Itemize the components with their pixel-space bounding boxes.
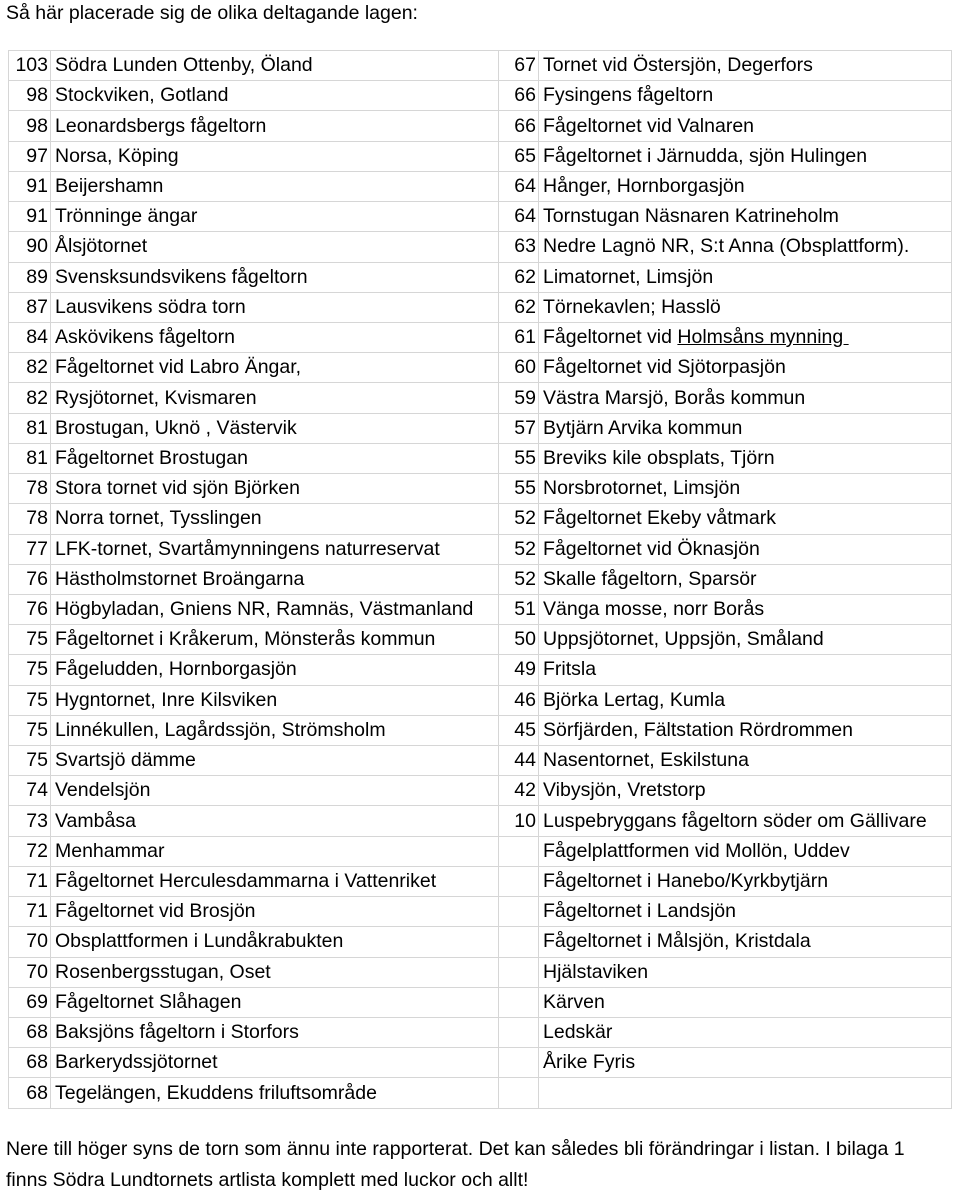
page-heading: Så här placerade sig de olika deltagande lagen: <box>6 2 418 24</box>
right-site-name: Luspebryggans fågeltorn söder om Gällivare <box>539 806 952 836</box>
right-score <box>499 1078 539 1108</box>
table-row <box>9 353 952 383</box>
right-site-name: Tornstugan Näsnaren Katrineholm <box>539 202 952 232</box>
left-site-name: Linnékullen, Lagårdssjön, Strömsholm <box>51 715 499 745</box>
table-row <box>9 111 952 141</box>
left-score: 75 <box>9 625 51 655</box>
table-row <box>9 836 952 866</box>
left-site-name: Leonardsbergs fågeltorn <box>51 111 499 141</box>
table-row <box>9 232 952 262</box>
right-site-name: Ledskär <box>539 1018 952 1048</box>
left-site-name: Askövikens fågeltorn <box>51 322 499 352</box>
right-site-name: Hjälstaviken <box>539 957 952 987</box>
left-score: 103 <box>9 51 51 81</box>
right-score: 67 <box>499 51 539 81</box>
table-row <box>9 413 952 443</box>
right-site-name: Kärven <box>539 987 952 1017</box>
table-row <box>9 383 952 413</box>
left-score: 73 <box>9 806 51 836</box>
right-score: 60 <box>499 353 539 383</box>
left-score: 98 <box>9 111 51 141</box>
right-site-name <box>539 1078 952 1108</box>
left-site-name: Rysjötornet, Kvismaren <box>51 383 499 413</box>
right-site-name: Årike Fyris <box>539 1048 952 1078</box>
left-site-name: Svartsjö dämme <box>51 746 499 776</box>
right-site-name: Limatornet, Limsjön <box>539 262 952 292</box>
right-score: 66 <box>499 81 539 111</box>
left-site-name: Rosenbergsstugan, Oset <box>51 957 499 987</box>
right-score <box>499 987 539 1017</box>
right-score <box>499 897 539 927</box>
right-site-name: Bytjärn Arvika kommun <box>539 413 952 443</box>
left-site-name: Hästholmstornet Broängarna <box>51 564 499 594</box>
left-score: 82 <box>9 383 51 413</box>
right-site-name: Fågeltornet vid Sjötorpasjön <box>539 353 952 383</box>
right-site-name: Fågeltornet i Målsjön, Kristdala <box>539 927 952 957</box>
right-score: 62 <box>499 292 539 322</box>
left-score: 75 <box>9 715 51 745</box>
left-site-name: Svensksundsvikens fågeltorn <box>51 262 499 292</box>
right-site-name: Breviks kile obsplats, Tjörn <box>539 443 952 473</box>
left-score: 75 <box>9 655 51 685</box>
table-row <box>9 141 952 171</box>
left-site-name: Norsa, Köping <box>51 141 499 171</box>
right-score: 65 <box>499 141 539 171</box>
right-score <box>499 1048 539 1078</box>
right-site-name: Fågeltornet i Hanebo/Kyrkbytjärn <box>539 866 952 896</box>
table-row <box>9 534 952 564</box>
left-site-name: Tegelängen, Ekuddens friluftsområde <box>51 1078 499 1108</box>
left-site-name: Brostugan, Uknö , Västervik <box>51 413 499 443</box>
left-score: 91 <box>9 202 51 232</box>
right-site-name: Fågeltornet Ekeby våtmark <box>539 504 952 534</box>
left-site-name: Vendelsjön <box>51 776 499 806</box>
right-score: 55 <box>499 474 539 504</box>
left-score: 69 <box>9 987 51 1017</box>
table-row <box>9 715 952 745</box>
right-score: 49 <box>499 655 539 685</box>
right-site-name <box>539 322 952 352</box>
right-score: 63 <box>499 232 539 262</box>
right-score: 45 <box>499 715 539 745</box>
left-score: 71 <box>9 897 51 927</box>
right-score: 52 <box>499 564 539 594</box>
table-row <box>9 322 952 352</box>
table-row <box>9 594 952 624</box>
table-row <box>9 776 952 806</box>
table-row <box>9 866 952 896</box>
table-row <box>9 262 952 292</box>
left-site-name: Fågeltornet Brostugan <box>51 443 499 473</box>
left-site-name: Fågeltornet vid Labro Ängar, <box>51 353 499 383</box>
left-site-name: Södra Lunden Ottenby, Öland <box>51 51 499 81</box>
right-site-name: Norsbrotornet, Limsjön <box>539 474 952 504</box>
table-row <box>9 1048 952 1078</box>
table-row <box>9 171 952 201</box>
left-score: 78 <box>9 504 51 534</box>
table-row <box>9 1078 952 1108</box>
right-score: 52 <box>499 534 539 564</box>
table-row <box>9 202 952 232</box>
right-site-name: Fågeltornet vid Valnaren <box>539 111 952 141</box>
left-score: 87 <box>9 292 51 322</box>
table-row <box>9 1018 952 1048</box>
left-site-name: Hygntornet, Inre Kilsviken <box>51 685 499 715</box>
table-row <box>9 474 952 504</box>
right-score: 10 <box>499 806 539 836</box>
right-score: 59 <box>499 383 539 413</box>
left-site-name: Barkerydssjötornet <box>51 1048 499 1078</box>
right-site-name: Nedre Lagnö NR, S:t Anna (Obsplattform). <box>539 232 952 262</box>
left-site-name: Högbyladan, Gniens NR, Ramnäs, Västmanland <box>51 594 499 624</box>
left-score: 72 <box>9 836 51 866</box>
left-score: 68 <box>9 1078 51 1108</box>
left-score: 97 <box>9 141 51 171</box>
right-score <box>499 836 539 866</box>
right-site-name: Fågelplattformen vid Mollön, Uddev <box>539 836 952 866</box>
right-score: 50 <box>499 625 539 655</box>
right-site-name: Sörfjärden, Fältstation Rördrommen <box>539 715 952 745</box>
left-score: 81 <box>9 413 51 443</box>
right-site-name: Fysingens fågeltorn <box>539 81 952 111</box>
right-site-name: Västra Marsjö, Borås kommun <box>539 383 952 413</box>
left-score: 78 <box>9 474 51 504</box>
left-score: 77 <box>9 534 51 564</box>
right-site-name: Nasentornet, Eskilstuna <box>539 746 952 776</box>
right-score: 66 <box>499 111 539 141</box>
right-score: 52 <box>499 504 539 534</box>
left-site-name: LFK-tornet, Svartåmynningens naturreservat <box>51 534 499 564</box>
ranking-table-body <box>9 51 952 1109</box>
right-score: 42 <box>499 776 539 806</box>
left-site-name: Beijershamn <box>51 171 499 201</box>
right-score: 55 <box>499 443 539 473</box>
table-row <box>9 51 952 81</box>
left-score: 68 <box>9 1018 51 1048</box>
left-score: 70 <box>9 927 51 957</box>
left-score: 90 <box>9 232 51 262</box>
left-site-name: Norra tornet, Tysslingen <box>51 504 499 534</box>
right-score: 62 <box>499 262 539 292</box>
underlined-place-name: Holmsåns mynning <box>677 326 849 349</box>
table-row <box>9 957 952 987</box>
left-site-name: Trönninge ängar <box>51 202 499 232</box>
right-score: 51 <box>499 594 539 624</box>
table-row <box>9 746 952 776</box>
left-score: 91 <box>9 171 51 201</box>
left-site-name: Baksjöns fågeltorn i Storfors <box>51 1018 499 1048</box>
left-score: 89 <box>9 262 51 292</box>
left-site-name: Vambåsa <box>51 806 499 836</box>
right-score: 57 <box>499 413 539 443</box>
right-score: 64 <box>499 171 539 201</box>
table-row <box>9 806 952 836</box>
left-score: 74 <box>9 776 51 806</box>
table-row <box>9 564 952 594</box>
table-row <box>9 625 952 655</box>
footer-note: Nere till höger syns de torn som ännu inte rapporterat. Det kan således bli förändringar i listan. I bilaga 1 finns Södra Lundtornets artlista komplett med luckor och allt! <box>6 1138 905 1191</box>
left-site-name: Stockviken, Gotland <box>51 81 499 111</box>
right-site-name: Törnekavlen; Hasslö <box>539 292 952 322</box>
right-score <box>499 927 539 957</box>
right-site-name-prefix: Fågeltornet vid <box>543 326 678 349</box>
left-score: 84 <box>9 322 51 352</box>
left-site-name: Stora tornet vid sjön Björken <box>51 474 499 504</box>
left-site-name: Fågeltornet Herculesdammarna i Vattenriket <box>51 866 499 896</box>
right-site-name: Vänga mosse, norr Borås <box>539 594 952 624</box>
left-site-name: Fågeltornet i Kråkerum, Mönsterås kommun <box>51 625 499 655</box>
table-row <box>9 685 952 715</box>
ranking-table <box>8 50 952 1109</box>
right-score: 61 <box>499 322 539 352</box>
right-score: 44 <box>499 746 539 776</box>
left-score: 75 <box>9 685 51 715</box>
right-score <box>499 1018 539 1048</box>
left-site-name: Obsplattformen i Lundåkrabukten <box>51 927 499 957</box>
left-score: 81 <box>9 443 51 473</box>
right-score <box>499 866 539 896</box>
right-site-name: Uppsjötornet, Uppsjön, Småland <box>539 625 952 655</box>
right-score: 64 <box>499 202 539 232</box>
left-score: 98 <box>9 81 51 111</box>
table-row <box>9 897 952 927</box>
left-site-name: Fågeltornet Slåhagen <box>51 987 499 1017</box>
table-row <box>9 987 952 1017</box>
table-row <box>9 81 952 111</box>
right-site-name: Skalle fågeltorn, Sparsör <box>539 564 952 594</box>
table-row <box>9 443 952 473</box>
right-site-name: Fritsla <box>539 655 952 685</box>
table-row <box>9 655 952 685</box>
left-site-name: Menhammar <box>51 836 499 866</box>
table-row <box>9 927 952 957</box>
left-score: 70 <box>9 957 51 987</box>
left-site-name: Fågeltornet vid Brosjön <box>51 897 499 927</box>
left-score: 71 <box>9 866 51 896</box>
left-score: 82 <box>9 353 51 383</box>
right-site-name: Björka Lertag, Kumla <box>539 685 952 715</box>
left-score: 76 <box>9 564 51 594</box>
table-row <box>9 292 952 322</box>
right-score: 46 <box>499 685 539 715</box>
right-site-name: Hånger, Hornborgasjön <box>539 171 952 201</box>
table-row <box>9 504 952 534</box>
right-site-name: Fågeltornet i Järnudda, sjön Hulingen <box>539 141 952 171</box>
right-site-name: Fågeltornet vid Öknasjön <box>539 534 952 564</box>
right-site-name: Tornet vid Östersjön, Degerfors <box>539 51 952 81</box>
left-score: 68 <box>9 1048 51 1078</box>
left-site-name: Lausvikens södra torn <box>51 292 499 322</box>
left-score: 75 <box>9 746 51 776</box>
left-site-name: Ålsjötornet <box>51 232 499 262</box>
right-score <box>499 957 539 987</box>
right-site-name: Fågeltornet i Landsjön <box>539 897 952 927</box>
left-site-name: Fågeludden, Hornborgasjön <box>51 655 499 685</box>
left-score: 76 <box>9 594 51 624</box>
right-site-name: Vibysjön, Vretstorp <box>539 776 952 806</box>
